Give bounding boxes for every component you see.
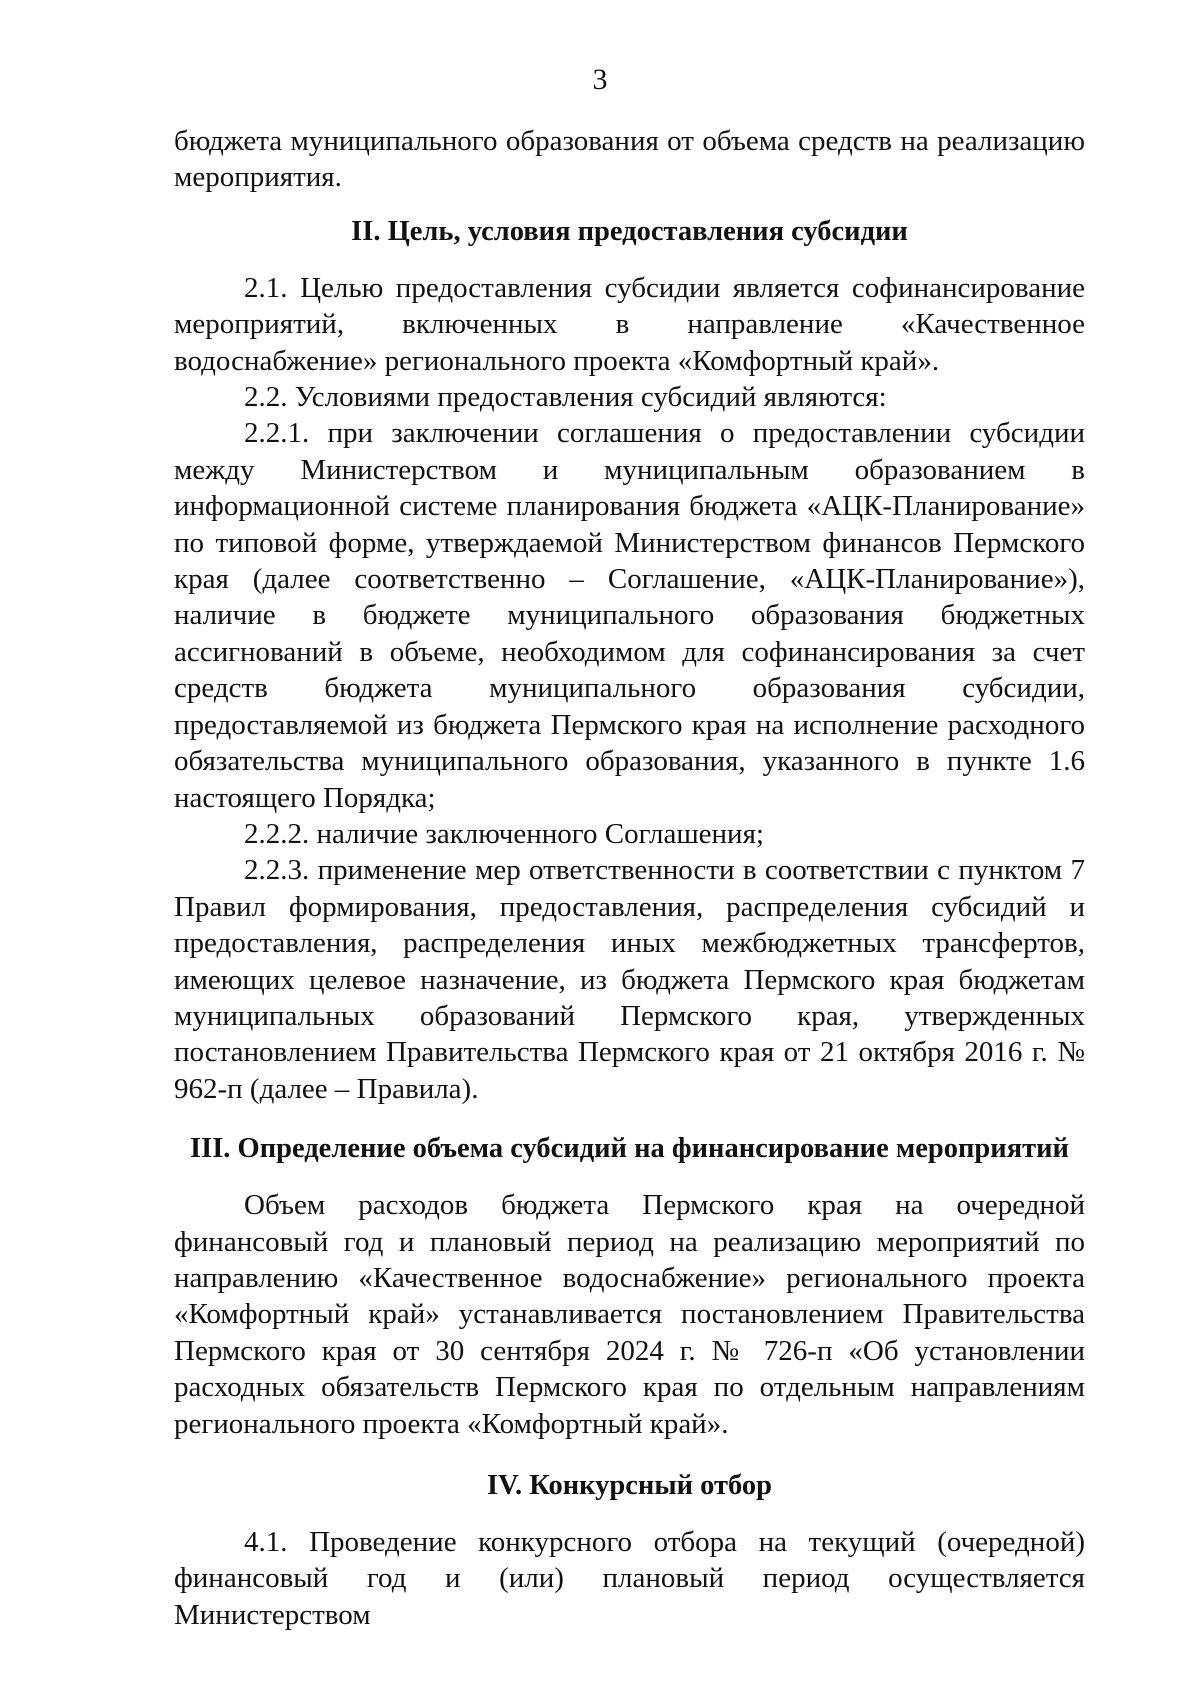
- paragraph-4-1: 4.1. Проведение конкурсного отбора на текущий (очередной) финансовый год и (или) плановый период осуществляется Министерством: [174, 1526, 1085, 1631]
- section-2-heading: II. Цель, условия предоставления субсидии: [351, 215, 908, 247]
- paragraph-3-1: Объем расходов бюджета Пермского края на очередной финансовый год и плановый период на реализацию мероприятий по направлению «Качественное водоснабжение» регионального проекта «Комфортный край» устанавливается постановлением Правительства Пермского края от 30 сентября 2024 г. № 726-п «Об установлении расходных обязательств Пермского края по отдельным направлениям регионального проекта «Комфортный край».: [174, 1189, 1085, 1440]
- paragraph-2-2-3: 2.2.3. применение мер ответственности в соответствии с пунктом 7 Правил формирования, предоставления, распределения субсидий и предоставления, распределения иных межбюджетных трансфертов, имеющих целевое назначение, из бюджета Пермского края бюджетам муниципальных образований Пермского края, утвержденных постановлением Правительства Пермского края от 21 октября 2016 г. № 962-п (далее – Правила).: [174, 854, 1085, 1105]
- page-number: 3: [592, 63, 608, 96]
- paragraph-2-2: 2.2. Условиями предоставления субсидий являются:: [244, 381, 887, 414]
- paragraph-2-2-1: 2.2.1. при заключении соглашения о предоставлении субсидии между Министерством и муниципальным образованием в информационной системе планирования бюджета «АЦК-Планирование» по типовой форме, утверждаемой Министерством финансов Пермского края (далее соответственно – Соглашение, «АЦК-Планирование»), наличие в бюджете муниципального образования бюджетных ассигнований в объеме, необходимом для софинансирования за счет средств бюджета муниципального образования субсидии, предоставляемой из бюджета Пермского края на исполнение расходного обязательства муниципального образования, указанного в пункте 1.6 настоящего Порядка;: [174, 417, 1085, 814]
- paragraph-2-2-2: 2.2.2. наличие заключенного Соглашения;: [244, 817, 764, 850]
- document-body: [174, 123, 1085, 1633]
- section-3-heading: III. Определение объема субсидий на финансирование мероприятий: [190, 1133, 1069, 1165]
- paragraph-2-1: 2.1. Целью предоставления субсидии является софинансирование мероприятий, включенных в направление «Качественное водоснабжение» регионального проекта «Комфортный край».: [174, 271, 1085, 377]
- section-4-heading: IV. Конкурсный отбор: [487, 1470, 772, 1501]
- intro-paragraph: бюджета муниципального образования от объема средств на реализацию мероприятия.: [174, 125, 1085, 194]
